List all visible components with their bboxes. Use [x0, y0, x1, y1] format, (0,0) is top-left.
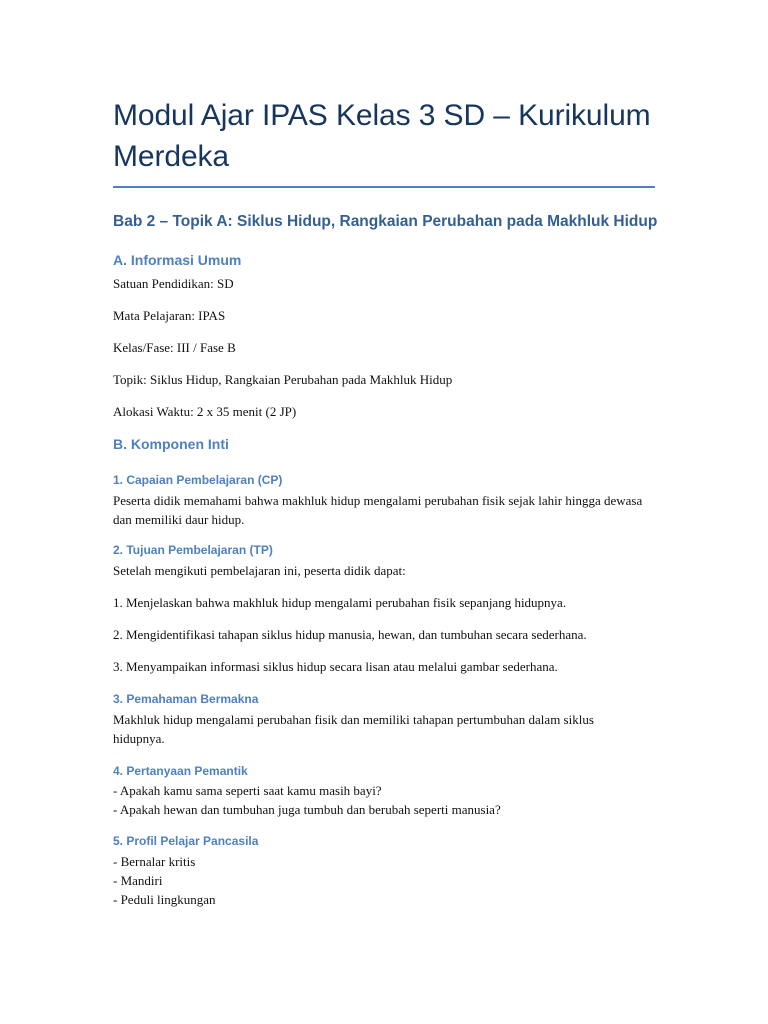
section-a-heading: A. Informasi Umum: [113, 252, 242, 268]
pp-item-1: - Apakah kamu sama seperti saat kamu masih bayi?: [113, 783, 382, 798]
pp-item-2: - Apakah hewan dan tumbuhan juga tumbuh dan berubah seperti manusia?: [113, 802, 501, 817]
tp-heading: 2. Tujuan Pembelajaran (TP): [113, 543, 273, 557]
pb-heading: 3. Pemahaman Bermakna: [113, 692, 259, 706]
pp-heading: 4. Pertanyaan Pemantik: [113, 764, 248, 778]
ppp-item-2: - Mandiri: [113, 873, 163, 888]
info-mata-pelajaran: Mata Pelajaran: IPAS: [113, 308, 226, 323]
info-topik: Topik: Siklus Hidup, Rangkaian Perubahan pada Makhluk Hidup: [113, 372, 453, 387]
cp-text: Peserta didik memahami bahwa makhluk hidup mengalami perubahan fisik sejak lahir hingga dewasa dan memiliki daur hidup.: [113, 493, 643, 527]
title-divider: [113, 186, 655, 188]
ppp-item-1: - Bernalar kritis: [113, 854, 196, 869]
pb-text: Makhluk hidup mengalami perubahan fisik dan memiliki tahapan pertumbuhan dalam siklus hidupnya.: [113, 712, 594, 746]
tp-item-3: 3. Menyampaikan informasi siklus hidup secara lisan atau melalui gambar sederhana.: [113, 659, 558, 674]
info-satuan-pendidikan: Satuan Pendidikan: SD: [113, 276, 234, 291]
tp-item-2: 2. Mengidentifikasi tahapan siklus hidup manusia, hewan, dan tumbuhan secara sederhana.: [113, 627, 587, 642]
tp-intro: Setelah mengikuti pembelajaran ini, peserta didik dapat:: [113, 563, 406, 578]
info-alokasi-waktu: Alokasi Waktu: 2 x 35 menit (2 JP): [113, 404, 297, 419]
ppp-item-3: - Peduli lingkungan: [113, 892, 216, 907]
cp-heading: 1. Capaian Pembelajaran (CP): [113, 473, 283, 487]
chapter-heading: Bab 2 – Topik A: Siklus Hidup, Rangkaian Perubahan pada Makhluk Hidup: [113, 213, 658, 230]
tp-item-1: 1. Menjelaskan bahwa makhluk hidup mengalami perubahan fisik sepanjang hidupnya.: [113, 595, 567, 610]
document-page: [113, 0, 658, 907]
info-kelas-fase: Kelas/Fase: III / Fase B: [113, 340, 236, 355]
section-b-heading: B. Komponen Inti: [113, 436, 229, 452]
ppp-heading: 5. Profil Pelajar Pancasila: [113, 834, 259, 848]
document-title: Modul Ajar IPAS Kelas 3 SD – Kurikulum Merdeka: [113, 99, 651, 173]
